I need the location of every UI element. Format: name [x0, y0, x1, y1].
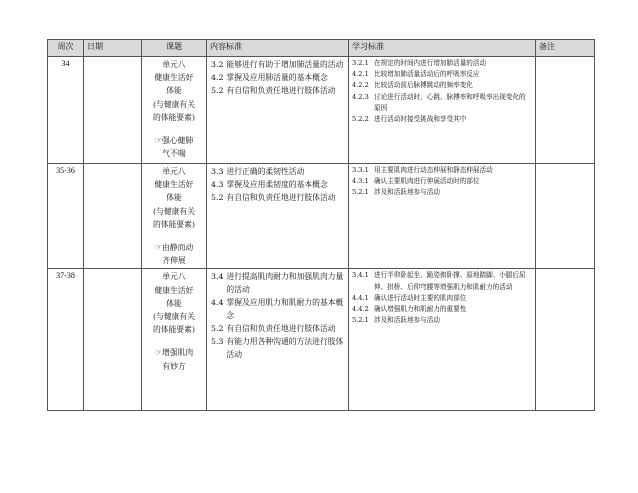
standard-item	[352, 165, 532, 176]
content-item	[211, 322, 345, 335]
topic-spacer	[146, 336, 202, 346]
content-item	[211, 84, 345, 97]
activity-line	[146, 241, 202, 254]
content-item	[211, 191, 345, 204]
topic-line: 体能	[166, 193, 182, 203]
standard-item-text: 讨论进行活动时，心跳、脉搏率和呼吸率出现变化的原因	[374, 92, 526, 112]
content-item-number: 3.3	[211, 167, 224, 176]
standard-item-number: 5.2.1	[352, 316, 369, 325]
topic-line: 健康生活好	[154, 73, 194, 83]
activity-line	[146, 134, 202, 147]
content-item-text: 有自信和负责任地进行肢体活动	[226, 193, 336, 202]
standard-item-number: 5.2.2	[352, 115, 369, 124]
lesson-plan-table	[47, 39, 595, 411]
content-item	[211, 58, 345, 71]
topic-line: (与健康有关	[152, 206, 196, 216]
header-row	[48, 40, 595, 57]
standard-item-number: 3.3.1	[352, 166, 369, 174]
topic-line: 体能	[166, 86, 182, 96]
standard-item-number: 4.4.2	[352, 305, 369, 314]
content-item-text: 进行提高肌肉耐力和加强肌肉力量的活动	[226, 272, 344, 295]
pointing-hand-icon: ☞	[154, 136, 162, 146]
header-date: 日期	[84, 40, 142, 57]
learning-standard-cell	[349, 164, 536, 269]
header-remark: 备注	[536, 40, 595, 57]
standard-item-number: 4.2.3	[352, 92, 369, 101]
standard-item-text: 进行半仰卧起坐、跪姿俯卧撑、原地踏脚、小腿后屈伸、拱桥、后仰穹腰等增强肌力和肌耐力的活动	[374, 271, 526, 291]
topic-cell	[142, 164, 207, 269]
content-standard-cell	[207, 164, 349, 269]
table-row	[48, 164, 595, 269]
content-item	[211, 165, 345, 178]
content-item-text: 能够进行有助于增加肺活量的活动	[226, 60, 344, 69]
week-cell: 37-38	[48, 269, 84, 411]
header-week: 周次	[48, 40, 84, 57]
activity-text: 增强肌肉	[161, 348, 194, 358]
content-standard-cell	[207, 269, 349, 411]
topic-line: (与健康有关	[152, 312, 196, 322]
standard-item-text: 比较活动前后脉搏跳动的频率变化	[374, 81, 473, 90]
standard-item	[352, 176, 532, 187]
content-item	[211, 335, 345, 361]
standard-item-number: 4.2.2	[352, 81, 369, 90]
standard-item	[352, 58, 532, 69]
content-item-number: 5.2	[211, 324, 224, 334]
remark-cell	[536, 269, 595, 411]
standard-item	[352, 92, 532, 114]
content-item	[211, 71, 345, 84]
content-standard-cell	[207, 57, 349, 164]
standard-item-number: 4.2.1	[352, 70, 369, 79]
topic-spacer	[146, 124, 202, 134]
content-item-text: 掌握及应用肺活量的基本概念	[226, 73, 328, 82]
topic-line: 单元八	[162, 60, 186, 69]
topic-line: 的体能要素)	[152, 112, 196, 122]
content-item-text: 有自信和负责任地进行肢体活动	[226, 86, 336, 95]
pointing-hand-icon: ☞	[154, 348, 162, 358]
content-item-number: 4.4	[211, 298, 224, 308]
activity-text: 强心健肺	[161, 136, 194, 146]
pointing-hand-icon: ☞	[154, 243, 162, 253]
standard-item	[352, 187, 532, 198]
content-item-text: 掌握及应用柔韧度的基本概念	[226, 180, 328, 189]
standard-item-text: 确认主要肌肉进行伸展活动时的部位	[374, 177, 480, 186]
standard-item-text: 确认进行活动时主要的肌肉部位	[374, 293, 467, 302]
activity-text: 由静而动	[161, 243, 194, 253]
activity-line	[146, 360, 202, 373]
content-item	[211, 178, 345, 191]
learning-standard-cell	[349, 269, 536, 411]
standard-item-number: 3.4.1	[352, 271, 369, 280]
content-item	[211, 296, 345, 322]
standard-item	[352, 315, 532, 326]
topic-line: 单元八	[162, 272, 186, 282]
content-item-number: 4.3	[211, 180, 224, 189]
standard-item	[352, 114, 532, 125]
activity-line	[146, 346, 202, 359]
activity-line	[146, 147, 202, 160]
topic-cell	[142, 57, 207, 164]
content-item-text: 有自信和负责任地进行肢体活动	[226, 324, 336, 334]
standard-item-number: 4.3.1	[352, 177, 369, 186]
content-item-number: 3.4	[211, 272, 224, 282]
header-topic: 课题	[142, 40, 207, 57]
learning-standard-cell	[349, 57, 536, 164]
standard-item	[352, 80, 532, 91]
standard-item-number: 3.2.1	[352, 59, 369, 67]
topic-line: 健康生活好	[154, 180, 194, 190]
week-cell: 35-36	[48, 164, 84, 269]
content-item-text: 进行正确的柔韧性活动	[226, 167, 305, 176]
remark-cell	[536, 164, 595, 269]
activity-line	[146, 254, 202, 267]
content-item-number: 5.3	[211, 337, 224, 347]
standard-item-number: 4.4.1	[352, 293, 369, 302]
table-row	[48, 269, 595, 411]
standard-item-text: 涉及和活跃地参与活动	[374, 316, 440, 325]
topic-line: 的体能要素)	[152, 325, 196, 335]
standard-item-text: 涉及和活跃地参与活动	[374, 188, 440, 197]
topic-line: (与健康有关	[152, 99, 196, 109]
standard-item-text: 在规定的时间内进行增加肺活量的活动	[374, 59, 487, 67]
date-cell	[84, 269, 142, 411]
standard-item-text: 用主要肌肉进行动态伸展和静态伸展活动	[374, 166, 493, 174]
standard-item	[352, 270, 532, 292]
content-item-number: 4.2	[211, 73, 224, 82]
content-item-text: 有能力用各种沟通的方法进行肢体活动	[226, 337, 344, 360]
content-item-number: 5.2	[211, 193, 224, 202]
topic-spacer	[146, 231, 202, 241]
standard-item	[352, 293, 532, 304]
activity-text: 有妙方	[162, 361, 186, 371]
content-item	[211, 270, 345, 296]
header-content: 内容标准	[207, 40, 349, 57]
activity-text: 气不喘	[162, 149, 186, 159]
standard-item	[352, 69, 532, 80]
activity-text: 齐伸展	[162, 256, 186, 266]
header-standard: 学习标准	[349, 40, 536, 57]
standard-item	[352, 304, 532, 315]
remark-cell	[536, 57, 595, 164]
standard-item-text: 确认增强肌力和肌耐力的重要性	[374, 305, 467, 314]
standard-item-text: 比较增加肺活量活动后的呼吸率反应	[374, 70, 480, 79]
topic-line: 的体能要素)	[152, 219, 196, 229]
topic-cell	[142, 269, 207, 411]
topic-line: 健康生活好	[154, 285, 194, 295]
content-item-number: 3.2	[211, 60, 224, 69]
content-item-text: 掌握及应用肌力和肌耐力的基本概念	[226, 298, 344, 321]
standard-item-text: 进行活动时接受挑战和享受其中	[374, 115, 467, 124]
content-item-number: 5.2	[211, 86, 224, 95]
date-cell	[84, 164, 142, 269]
topic-line: 体能	[166, 298, 182, 308]
week-cell: 34	[48, 57, 84, 164]
date-cell	[84, 57, 142, 164]
standard-item-number: 5.2.1	[352, 188, 369, 197]
table-row	[48, 57, 595, 164]
topic-line: 单元八	[162, 167, 186, 176]
